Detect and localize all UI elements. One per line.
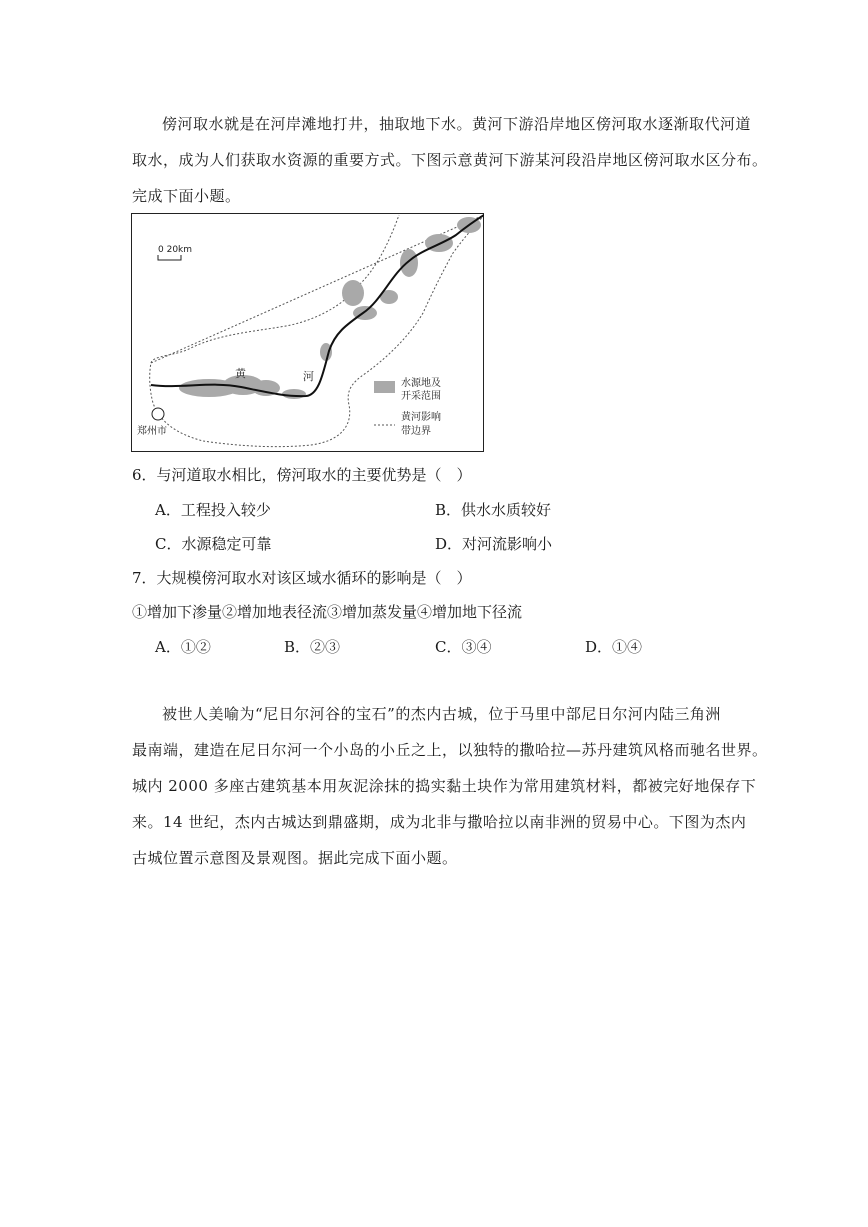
- passage-1-line-3: 完成下面小题。: [132, 187, 241, 205]
- city-label: 郑州市: [137, 426, 167, 437]
- legend-water-source-swatch: [374, 381, 395, 393]
- q7-option-d[interactable]: D．①④: [585, 638, 643, 656]
- passage-2-line-3: 城内 2000 多座古建筑基本用灰泥涂抹的捣实黏土块作为常用建筑材料，都被完好地保存下: [132, 777, 757, 795]
- question-7-stem: 7．大规模傍河取水对该区域水循环的影响是（ ）: [132, 569, 472, 587]
- q6-option-d[interactable]: D．对河流影响小: [435, 535, 553, 553]
- river-label-char-1: 黄: [235, 367, 246, 380]
- q7-option-c[interactable]: C．③④: [435, 638, 492, 656]
- q7-option-b[interactable]: B．②③: [284, 638, 341, 656]
- passage-2-line-5: 古城位置示意图及景观图。据此完成下面小题。: [132, 849, 458, 867]
- passage-1-line-1: 傍河取水就是在河岸滩地打井，抽取地下水。黄河下游沿岸地区傍河取水逐渐取代河道: [162, 115, 752, 133]
- passage-1: [132, 106, 768, 214]
- passage-2-line-4: 来。14 世纪，杰内古城达到鼎盛期，成为北非与撒哈拉以南非洲的贸易中心。下图为杰内: [132, 813, 747, 831]
- question-7-items: ①增加下渗量②增加地表径流③增加蒸发量④增加地下径流: [132, 603, 523, 621]
- city-marker: [152, 408, 164, 420]
- q6-option-c[interactable]: C．水源稳定可靠: [155, 535, 272, 553]
- q6-option-a[interactable]: A．工程投入较少: [155, 501, 271, 519]
- legend-water-source-label-1: 水源地及: [401, 378, 441, 389]
- river-label-char-2: 河: [303, 370, 314, 383]
- legend-boundary-label-1: 黄河影响: [401, 412, 441, 423]
- legend-boundary-label-2: 带边界: [401, 426, 431, 437]
- yellow-river-map: [131, 213, 484, 452]
- scale-label: 0 20km: [158, 245, 193, 255]
- passage-1-line-2: 取水，成为人们获取水资源的重要方式。下图示意黄河下游某河段沿岸地区傍河取水区分布。: [132, 151, 768, 169]
- passage-2-line-1: 被世人美喻为“尼日尔河谷的宝石”的杰内古城，位于马里中部尼日尔河内陆三角洲: [162, 705, 721, 723]
- passage-2: [132, 696, 768, 876]
- q6-option-b[interactable]: B．供水水质较好: [435, 501, 552, 519]
- legend-water-source-label-2: 开采范围: [401, 391, 441, 402]
- passage-2-line-2: 最南端，建造在尼日尔河一个小岛的小丘之上，以独特的撒哈拉—苏丹建筑风格而驰名世界。: [132, 741, 768, 759]
- question-6-stem: 6．与河道取水相比，傍河取水的主要优势是（ ）: [132, 466, 472, 484]
- q7-option-a[interactable]: A．①②: [155, 638, 211, 656]
